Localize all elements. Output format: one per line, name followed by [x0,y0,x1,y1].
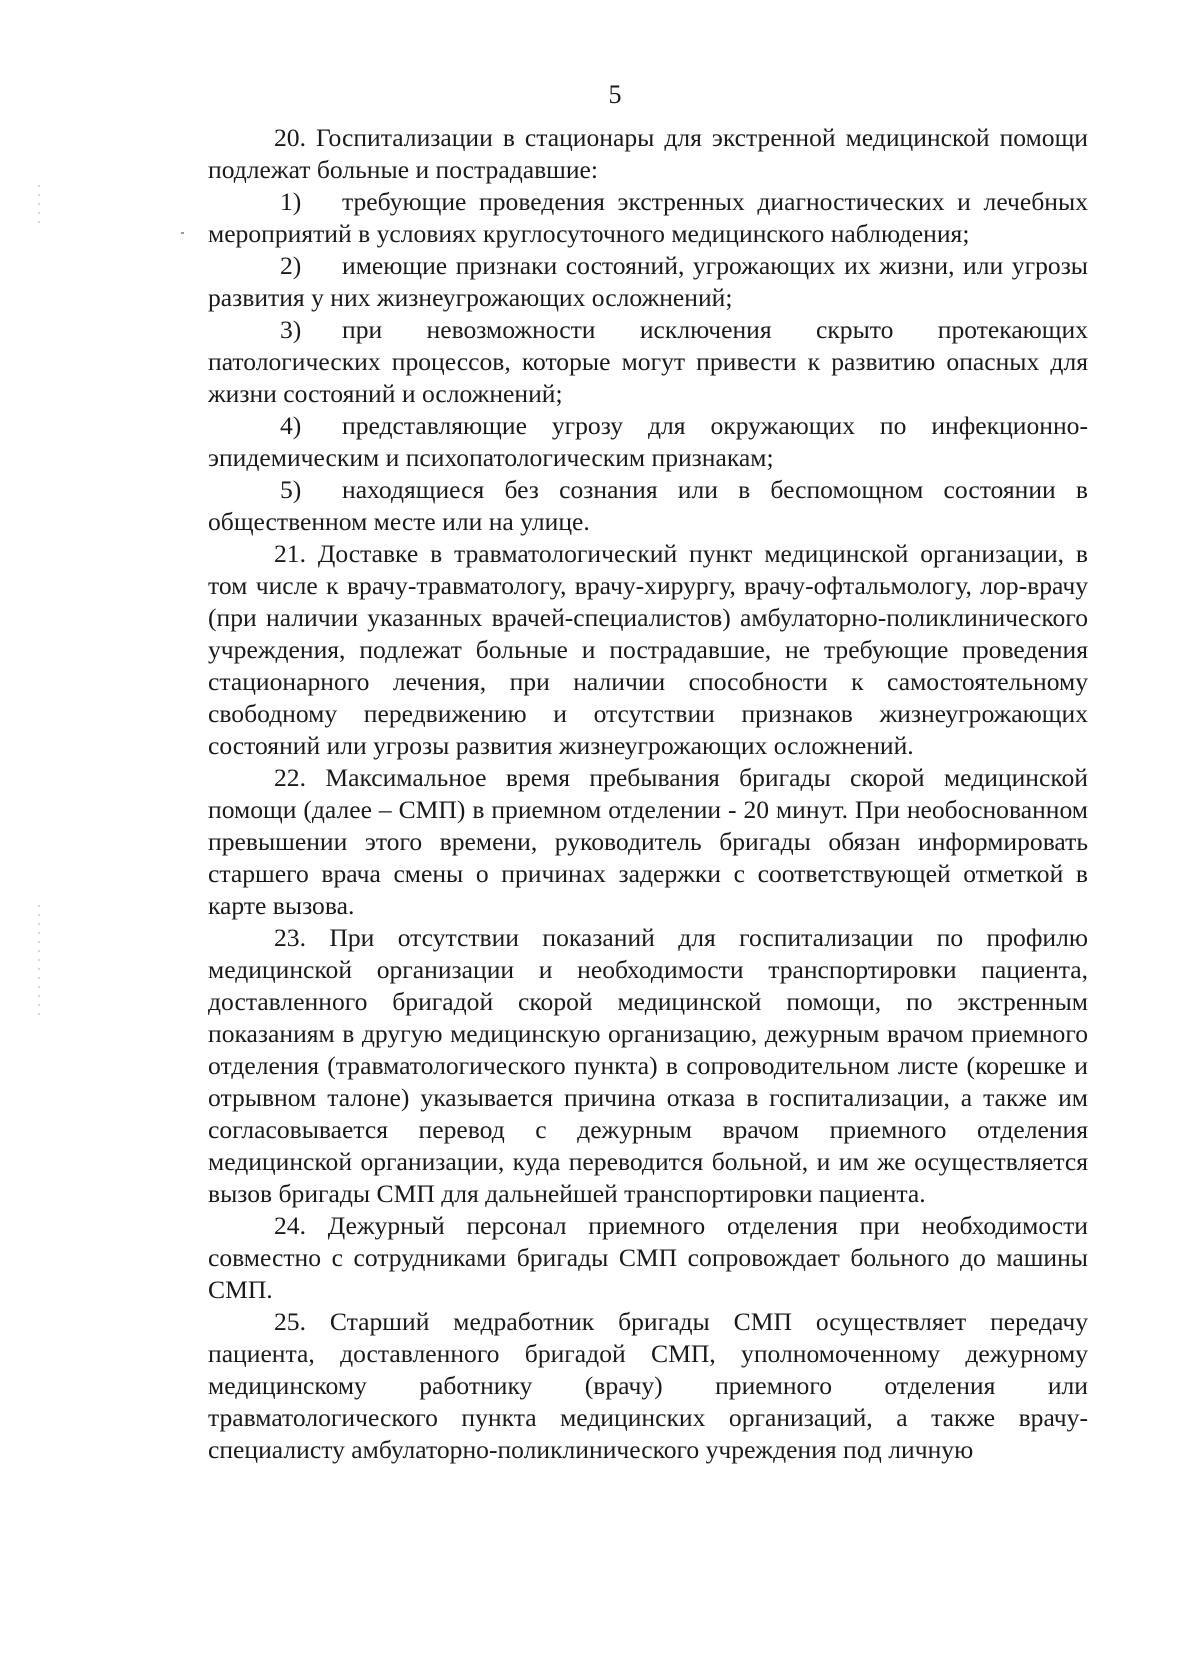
page-number: 5 [608,80,622,109]
paragraph: 20. Госпитализации в стационары для экстренной медицинской помощи подлежат больные и пострадавшие: [208,123,1088,184]
paragraph: 22. Максимальное время пребывания бригады скорой медицинской помощи (далее – СМП) в приемном отделении - 20 минут. При необоснованном превышении этого времени, руководитель бригады обязан информировать старшего врача смены о причинах задержки с соответствующей отметкой в карте вызова. [208,763,1088,920]
paragraph: 23. При отсутствии показаний для госпитализации по профилю медицинской организации и необходимости транспортировки пациента, доставленного бригадой скорой медицинской помощи, по экстренным показаниям в другую медицинскую организацию, дежурным врачом приемного отделения (травматологического пункта) в сопроводительном листе (корешке и отрывном талоне) указывается причина отказа в госпитализации, а также им согласовывается перевод с дежурным врачом приемного отделения медицинской организации, куда переводится больной, и им же осуществляется вызов бригады СМП для дальнейшей транспортировки пациента. [208,923,1088,1208]
scan-speck [181,232,184,234]
list-item [208,314,1088,410]
scan-margin-mark [38,185,40,225]
list-item-number: 3) [280,315,302,344]
paragraph: 24. Дежурный персонал приемного отделения при необходимости совместно с сотрудниками бригады СМП сопровождает больного до машины СМП. [208,1211,1088,1304]
list-item-text: представляющие угрозу для окружающих по инфекционно-эпидемическим и психопатологическим признакам; [208,411,1088,472]
document-body [208,122,1088,1466]
list-item-number: 2) [280,251,302,280]
list-item-number: 1) [280,187,302,216]
scan-margin-mark [38,905,40,1015]
list-item-text: находящиеся без сознания или в беспомощном состоянии в общественном месте или на улице. [208,475,1088,536]
list-item [208,410,1088,474]
list-item-number: 4) [280,411,302,440]
list-item [208,474,1088,538]
list-item-text: при невозможности исключения скрыто протекающих патологических процессов, которые могут привести к развитию опасных для жизни состояний и осложнений; [208,315,1088,408]
paragraph: 25. Старший медработник бригады СМП осуществляет передачу пациента, доставленного бригадой СМП, уполномоченному дежурному медицинскому работнику (врачу) приемного отделения или травматологического пункта медицинских организаций, а также врачу-специалисту амбулаторно-поликлинического учреждения под личную [208,1307,1088,1464]
list-item-number: 5) [280,475,302,504]
list-item-text: имеющие признаки состояний, угрожающих их жизни, или угрозы развития у них жизнеугрожающих осложнений; [208,251,1088,312]
list-item-text: требующие проведения экстренных диагностических и лечебных мероприятий в условиях круглосуточного медицинского наблюдения; [208,187,1088,248]
list-item [208,250,1088,314]
paragraph: 21. Доставке в травматологический пункт медицинской организации, в том числе к врачу-травматологу, врачу-хирургу, врачу-офтальмологу, лор-врачу (при наличии указанных врачей-специалистов) амбулаторно-поликлинического учреждения, подлежат больные и пострадавшие, не требующие проведения стационарного лечения, при наличии способности к самостоятельному свободному передвижению и отсутствии признаков жизнеугрожающих состояний или угрозы развития жизнеугрожающих осложнений. [208,539,1088,760]
list-item [208,186,1088,250]
